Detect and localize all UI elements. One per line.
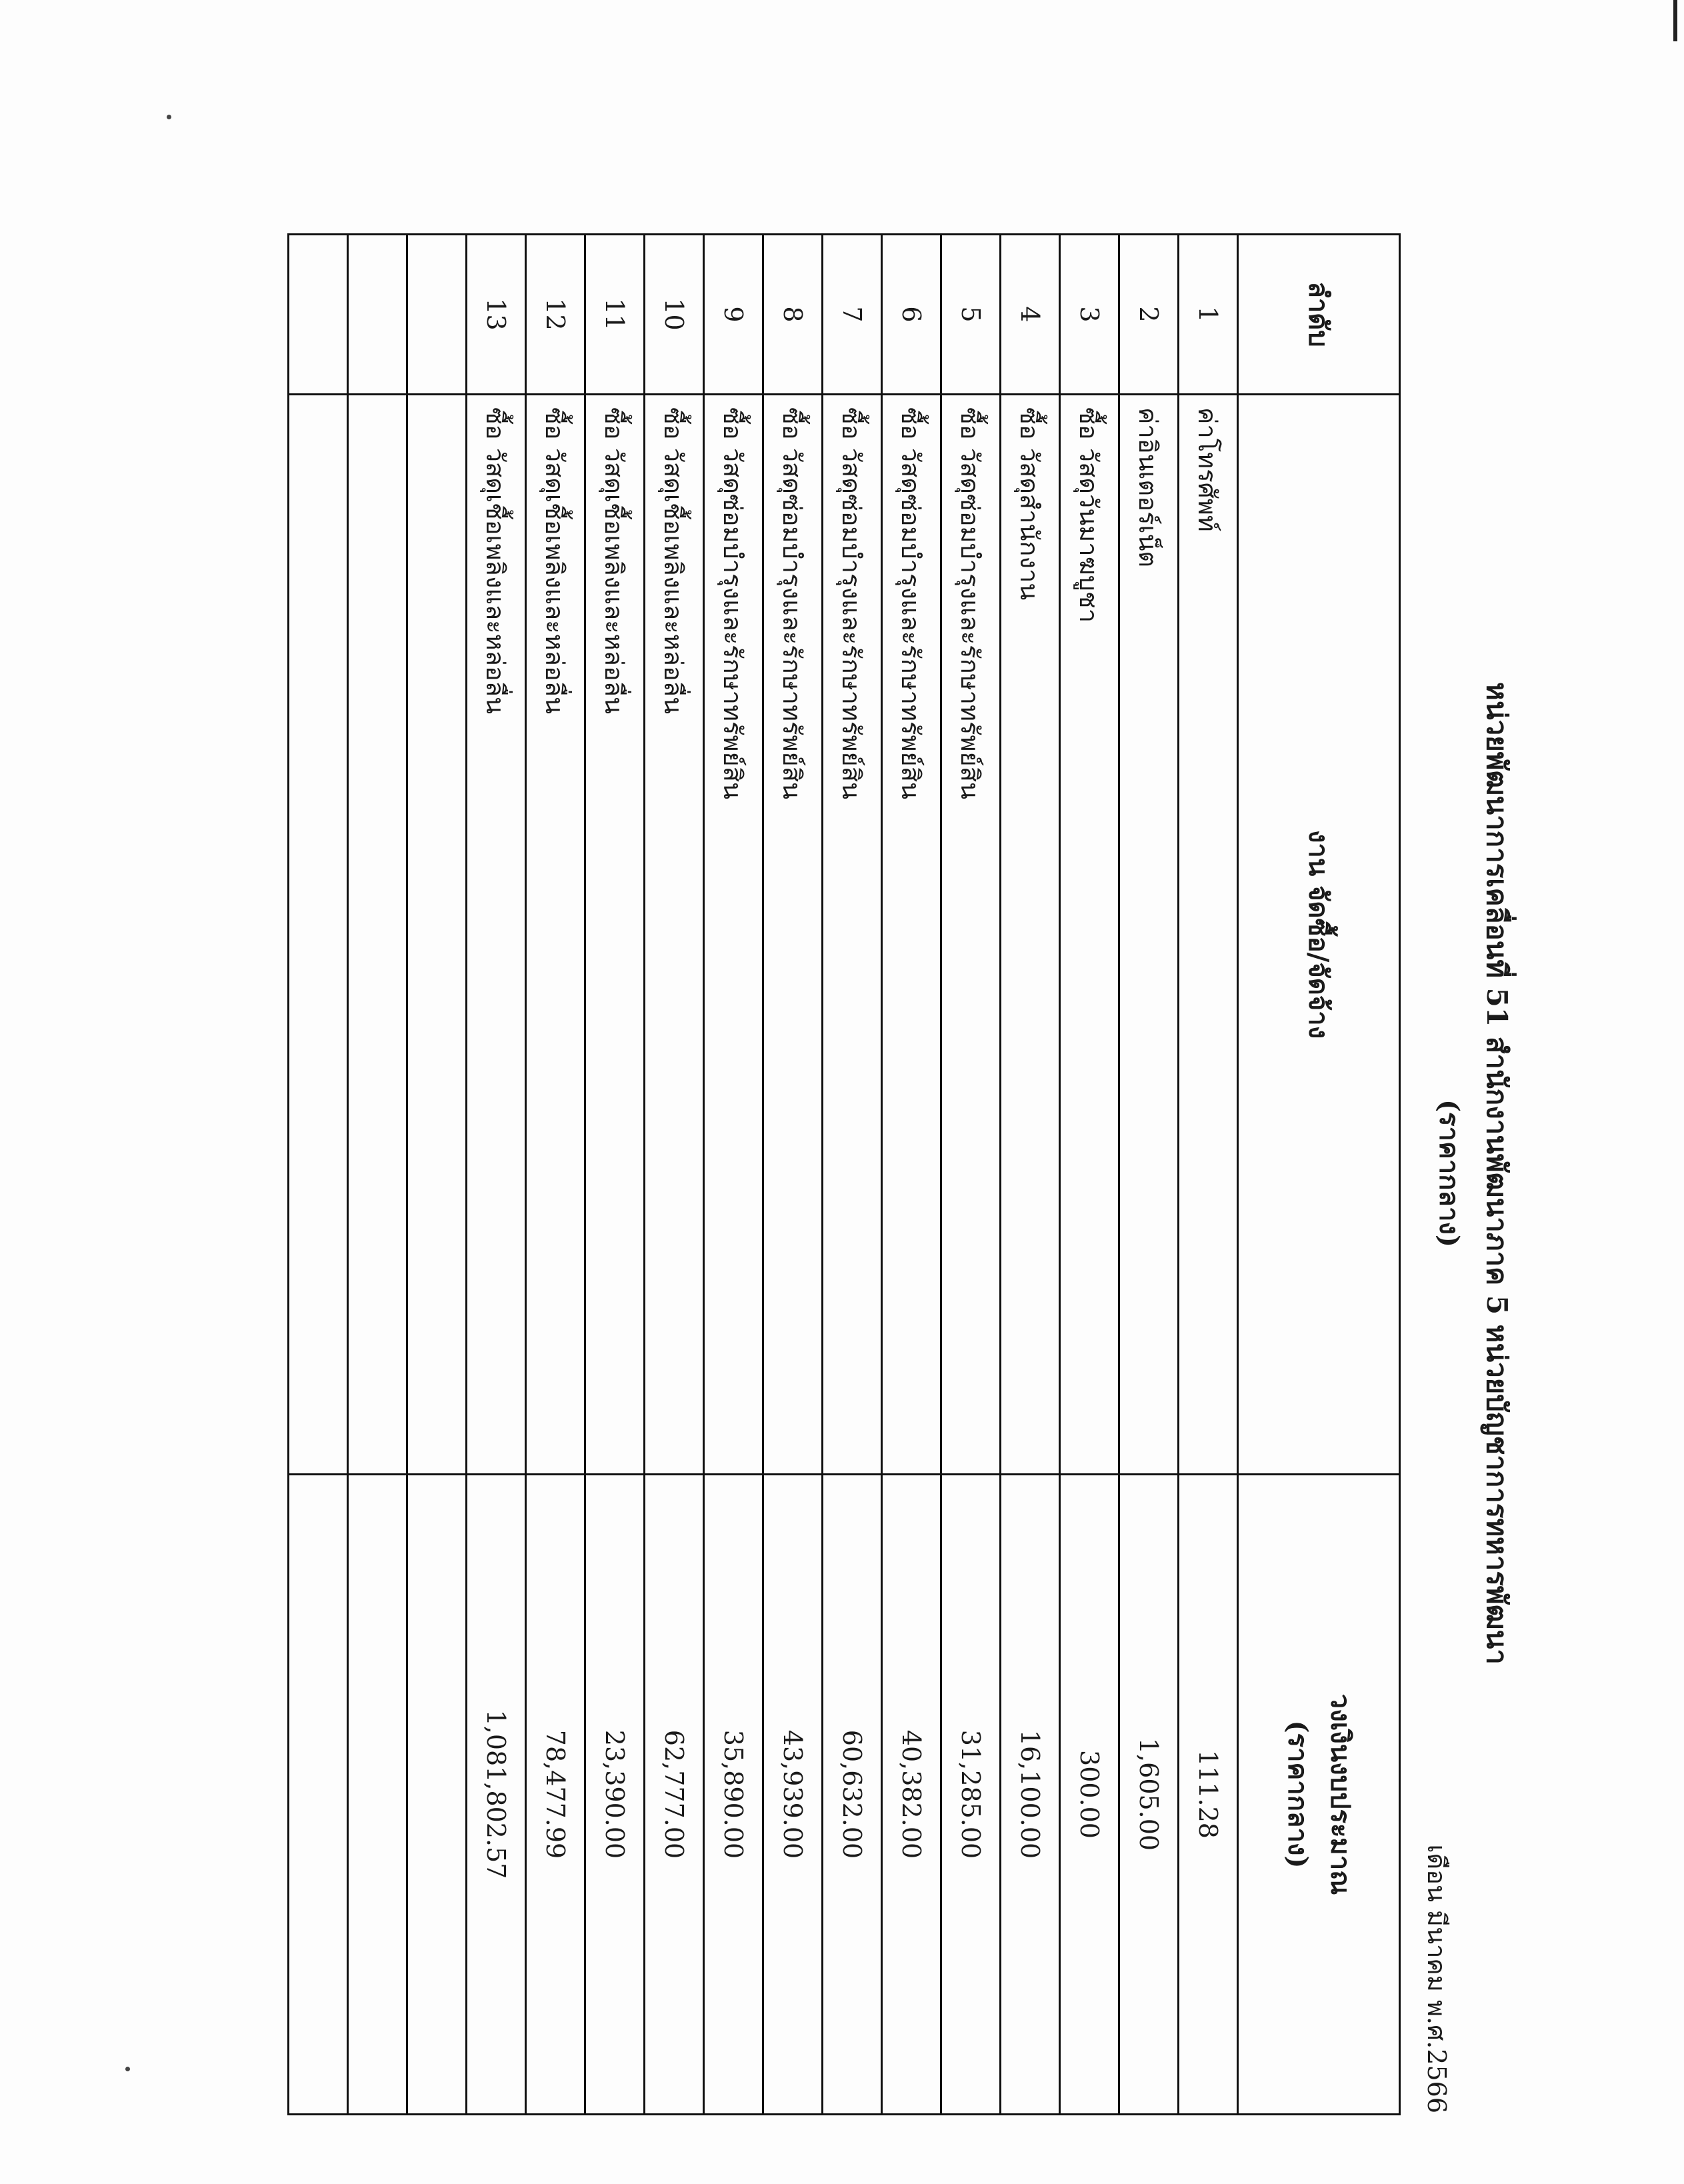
cell-no: 3: [1060, 235, 1119, 395]
table-row: [1119, 235, 1179, 2115]
table-row: [882, 235, 941, 2115]
cell-no: [407, 235, 467, 395]
cell-no: 5: [941, 235, 1001, 395]
cell-amount: 40,382.00: [882, 1475, 941, 2115]
cell-no: 8: [763, 235, 823, 395]
cell-no: 11: [585, 235, 645, 395]
table-row: [467, 235, 526, 2115]
cell-no: 1: [1179, 235, 1238, 395]
header-task: งาน จัดซื้อ/จัดจ้าง: [1238, 395, 1400, 1475]
header-amount-line2: (ราคากลาง): [1282, 1720, 1313, 1869]
cell-amount: 62,777.00: [645, 1475, 704, 2115]
table-row: [1060, 235, 1119, 2115]
table-row: [585, 235, 645, 2115]
table-row: [645, 235, 704, 2115]
cell-task: ซื้อ วัสดุเชื้อเพลิงและหล่อลื่น: [526, 395, 585, 1475]
table-row: [407, 235, 467, 2115]
cell-amount: 60,632.00: [823, 1475, 882, 2115]
table-row: [704, 235, 763, 2115]
cell-task: ซื้อ วัสดุซ่อมบำรุงและรักษาทรัพย์สิน: [704, 395, 763, 1475]
cell-task: ซื้อ วัสดุซ่อมบำรุงและรักษาทรัพย์สิน: [823, 395, 882, 1475]
cell-task: [407, 395, 467, 1475]
rotated-page-content: [177, 233, 1521, 2113]
cell-amount: 31,285.00: [941, 1475, 1001, 2115]
header-amount: [1238, 1475, 1400, 2115]
cell-no: 4: [1001, 235, 1060, 395]
cell-no: 7: [823, 235, 882, 395]
cell-task: ซื้อ วัสดุซ่อมบำรุงและรักษาทรัพย์สิน: [882, 395, 941, 1475]
table-row: [348, 235, 407, 2115]
table-row: [289, 235, 348, 2115]
cell-amount: 43,939.00: [763, 1475, 823, 2115]
table-row: [763, 235, 823, 2115]
document-subtitle: (ราคากลาง): [1433, 1099, 1465, 1247]
cell-task: ซื้อ วัสดุเชื้อเพลิงและหล่อลื่น: [645, 395, 704, 1475]
cell-amount: [289, 1475, 348, 2115]
table-row: [1179, 235, 1238, 2115]
cell-task: ซื้อ วัสดุซ่อมบำรุงและรักษาทรัพย์สิน: [763, 395, 823, 1475]
cell-task: ซื้อ วัสดุเชื้อเพลิงและหล่อลื่น: [467, 395, 526, 1475]
cell-no: 12: [526, 235, 585, 395]
table-row: [1001, 235, 1060, 2115]
cell-no: 6: [882, 235, 941, 395]
cell-amount: 16,100.00: [1001, 1475, 1060, 2115]
cell-no: 10: [645, 235, 704, 395]
cell-task: ซื้อ วัสดุเชื้อเพลิงและหล่อลื่น: [585, 395, 645, 1475]
table-row: [526, 235, 585, 2115]
table-row: [941, 235, 1001, 2115]
cell-task: ค่าอินเตอร์เน็ต: [1119, 395, 1179, 1475]
document-title: หน่วยพัฒนาการเคลื่อนที่ 51 สำนักงานพัฒนาภาค 5 หน่วยบัญชาการทหารพัฒนา: [1481, 682, 1513, 1665]
procurement-table: [287, 233, 1401, 2115]
cell-task: ซื้อ วัสดุสำนักงาน: [1001, 395, 1060, 1475]
cell-amount: 111.28: [1179, 1475, 1238, 2115]
cell-task: ซื้อ วัสดุวันมาฆบูชา: [1060, 395, 1119, 1475]
cell-task: [348, 395, 407, 1475]
cell-task: ค่าโทรศัพท์: [1179, 395, 1238, 1475]
table-row: [823, 235, 882, 2115]
scan-speck: [167, 115, 171, 119]
scan-speck: [125, 2067, 130, 2071]
cell-no: 9: [704, 235, 763, 395]
cell-amount: 35,890.00: [704, 1475, 763, 2115]
cell-no: 2: [1119, 235, 1179, 395]
scan-edge-mark: [1673, 0, 1677, 41]
cell-amount: 1,081,802.57: [467, 1475, 526, 2115]
cell-amount: 300.00: [1060, 1475, 1119, 2115]
document-date: เดือน มีนาคม พ.ศ.2566: [1422, 1844, 1451, 2113]
header-amount-line1: วงเงินงบประมาณ: [1325, 1693, 1356, 1895]
cell-amount: [407, 1475, 467, 2115]
header-no: ลำดับ: [1238, 235, 1400, 395]
cell-amount: [348, 1475, 407, 2115]
cell-amount: 1,605.00: [1119, 1475, 1179, 2115]
cell-amount: 23,390.00: [585, 1475, 645, 2115]
cell-no: [289, 235, 348, 395]
cell-task: [289, 395, 348, 1475]
cell-no: [348, 235, 407, 395]
cell-amount: 78,477.99: [526, 1475, 585, 2115]
cell-task: ซื้อ วัสดุซ่อมบำรุงและรักษาทรัพย์สิน: [941, 395, 1001, 1475]
table-header-row: [1238, 235, 1400, 2115]
cell-no: 13: [467, 235, 526, 395]
